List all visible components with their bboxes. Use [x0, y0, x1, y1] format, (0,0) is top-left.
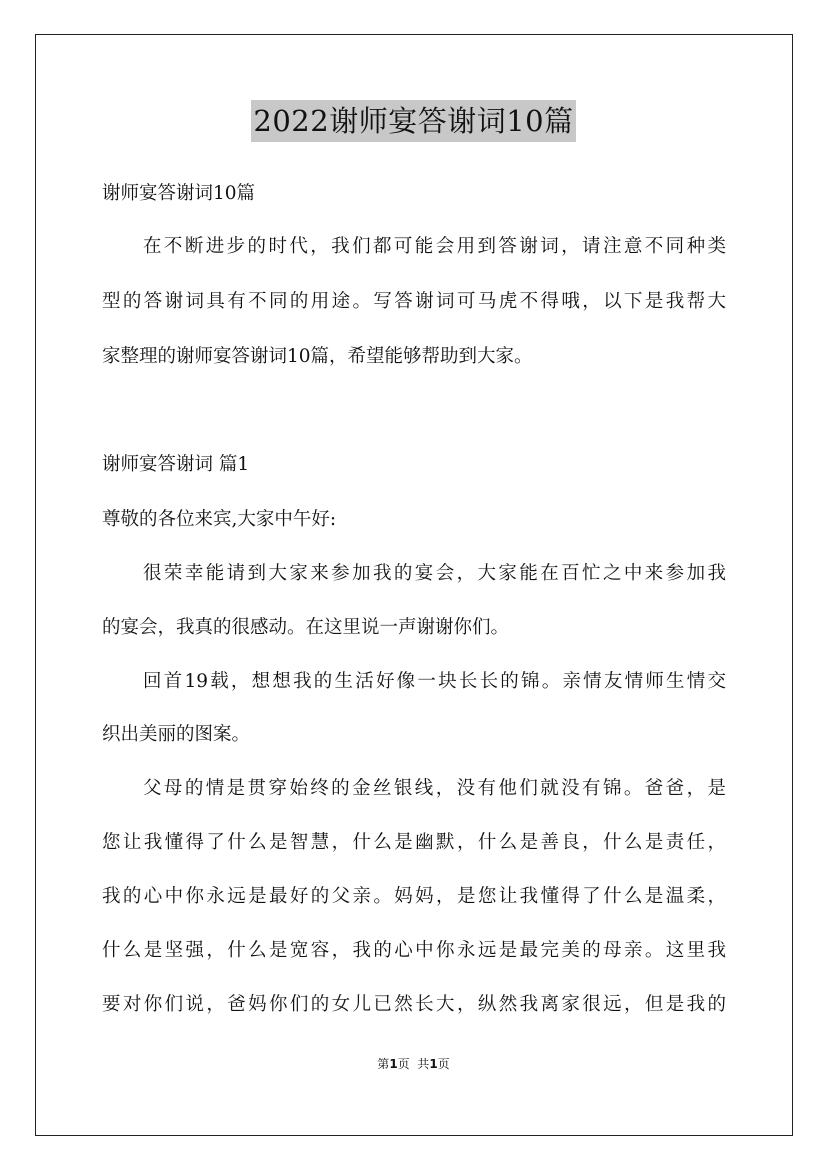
footer-page-mid: 页 共	[397, 1057, 430, 1071]
title-container	[0, 100, 827, 142]
body-paragraph-line: 要对你们说，爸妈你们的女儿已然长大，纵然我离家很远，但是我的	[102, 994, 726, 1015]
document-title: 2022谢师宴答谢词10篇	[251, 100, 575, 142]
body-paragraph-line: 父母的情是贯穿始终的金丝银线，没有他们就没有锦。爸爸，是	[143, 778, 726, 799]
subtitle: 谢师宴答谢词10篇	[102, 183, 256, 204]
footer-page-number: 1	[389, 1057, 398, 1071]
salutation: 尊敬的各位来宾,大家中午好:	[102, 509, 337, 530]
footer-total-pages: 1	[429, 1057, 438, 1071]
body-paragraph-line: 回首19载，想想我的生活好像一块长长的锦。亲情友情师生情交	[143, 671, 726, 692]
section-heading: 谢师宴答谢词 篇1	[102, 454, 250, 475]
intro-paragraph-line: 家整理的谢师宴答谢词10篇，希望能够帮助到大家。	[102, 346, 533, 367]
body-paragraph-line: 您让我懂得了什么是智慧，什么是幽默，什么是善良，什么是责任，	[102, 832, 726, 853]
footer-page-suffix: 页	[437, 1057, 450, 1071]
body-paragraph-line: 很荣幸能请到大家来参加我的宴会，大家能在百忙之中来参加我	[143, 563, 726, 584]
intro-paragraph-line: 型的答谢词具有不同的用途。写答谢词可马虎不得哦，以下是我帮大	[102, 291, 726, 312]
body-paragraph-line: 什么是坚强，什么是宽容，我的心中你永远是最完美的母亲。这里我	[102, 940, 726, 961]
footer-page-prefix: 第	[377, 1057, 390, 1071]
page-footer	[0, 1056, 827, 1072]
body-paragraph-line: 的宴会，我真的很感动。在这里说一声谢谢你们。	[102, 617, 510, 638]
body-paragraph-line: 织出美丽的图案。	[102, 724, 251, 745]
body-paragraph-line: 我的心中你永远是最好的父亲。妈妈，是您让我懂得了什么是温柔，	[102, 886, 726, 907]
intro-paragraph-line: 在不断进步的时代，我们都可能会用到答谢词，请注意不同种类	[143, 236, 726, 257]
